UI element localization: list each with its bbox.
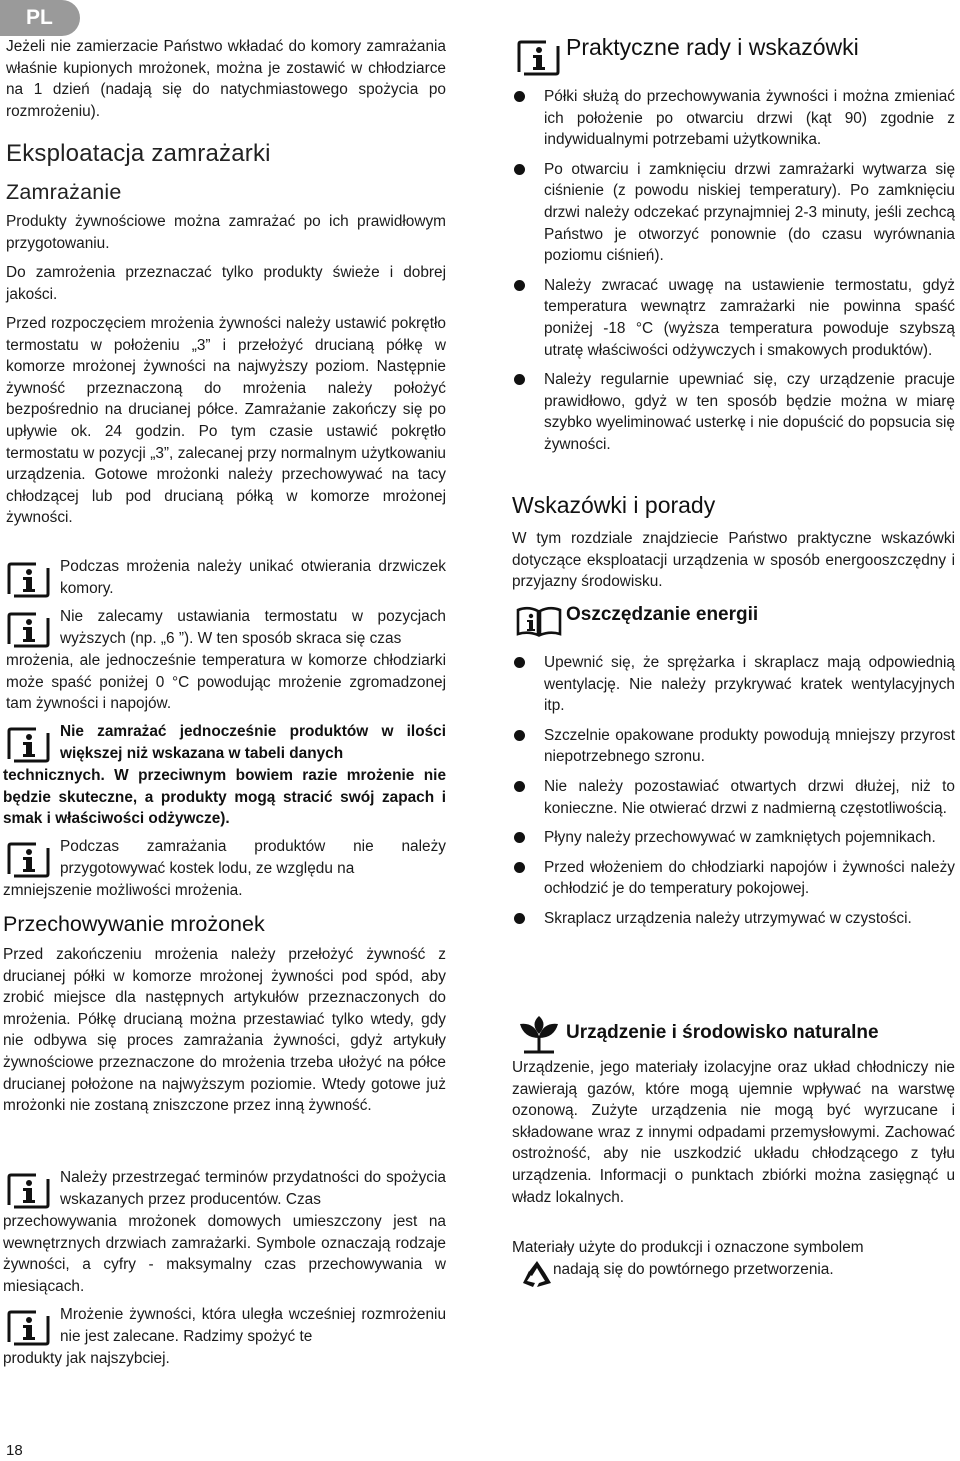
tips-header bbox=[516, 32, 956, 78]
freezing-paragraph-2: Do zamrożenia przeznaczać tylko produkty świeże i dobrej jakości. bbox=[6, 264, 446, 303]
bullet-icon bbox=[514, 91, 525, 102]
tips-title: Praktyczne rady i wskazówki bbox=[566, 34, 859, 60]
note-text-start: Podczas zamrażania produktów nie należy przygotowywać kostek lodu, ze względu na bbox=[60, 838, 446, 877]
environment-paragraph: Urządzenie, jego materiały izolacyjne oraz układ chłodniczy nie zawierają gazów, które mogą ujemnie wpływać na warstwę ozonową. Zużyte urządzenia nie mogą być wyrzucane i składowane wraz z innymi odpadami przemysłowymi. Zachować ostrożność, aby nie uszkodzić układu chłodzącego z tyłu urządzenia. Informacji o punktach zbiórki można zasięgnąć u władz lokalnych. bbox=[512, 1059, 955, 1206]
freezing-paragraph-1: Produkty żywnościowe można zamrażać po ich prawidłowym przygotowaniu. bbox=[6, 213, 446, 252]
hints-paragraph: W tym rozdziale znajdziecie Państwo praktyczne wskazówki dotyczące eksploatacji urządzenia w sposób energooszczędny i przyjazny środowisku. bbox=[512, 530, 955, 591]
freezing-paragraph-3: Przed rozpoczęciem mrożenia żywności należy ustawić pokrętło termostatu w położeniu „3” i przełożyć drucianą półkę w komorze mrożonej żywności na najwyższy poziom. Następnie żywność przeznaczoną do mrożenia należy położyć bezpośrednio na drucianej półce. Zamrażanie zakończy się po upływie ok. 24 godzin. Po tym czasie ustawić pokrętło termostatu w pozycji „3”, zalecanej przy normalnym użytkowaniu urządzenia. Gotowe mrożonki należy przechowywać na tacy chłodzącej lub pod drucianą półką w komorze mrożonej żywności. bbox=[6, 315, 446, 527]
section-title-hints: Wskazówki i porady bbox=[512, 492, 716, 518]
energy-header bbox=[516, 600, 956, 640]
note-text-start: Nie zamrażać jednocześnie produktów w ilości większej niż wskazana w tabeli danych bbox=[60, 723, 446, 762]
plant-icon bbox=[516, 1014, 562, 1054]
note-avoid-opening bbox=[6, 556, 446, 602]
list-item: Szczelnie opakowane produkty powodują mniejszy przyrost niepotrzebnego szronu. bbox=[512, 725, 955, 768]
energy-list bbox=[512, 652, 955, 938]
note-text: Podczas mrożenia należy unikać otwierania drzwiczek komory. bbox=[60, 558, 446, 597]
info-icon bbox=[516, 40, 562, 76]
list-item: Należy regularnie upewniać się, czy urządzenie pracuje prawidłowo, gdyż w ten sposób będzie można w miarę szybko wyeliminować usterkę i nie dopuścić do popsucia się żywności. bbox=[512, 369, 955, 455]
list-item: Po otwarciu i zamknięciu drzwi zamrażarki wytwarza się ciśnienie (z powodu niskiej temperatury). Po zamknięciu drzwi należy odczekać przynajmniej 2-3 minuty, jeśli zechcą Państwo je otworzyć ponownie (do czasu wyrównania poziomu ciśnień). bbox=[512, 159, 955, 267]
note-text-start: Nie zalecamy ustawiania termostatu w pozycjach wyższych (np. „6 ”). W ten sposób skraca się czas bbox=[60, 608, 446, 647]
note-text-continued: zmniejszenie możliwości mrożenia. bbox=[3, 882, 243, 899]
environment-header bbox=[516, 1014, 956, 1054]
list-item: Półki służą do przechowywania żywności i można zmieniać ich położenie po otwarciu drzwi (kąt 90) zgodnie z indywidualnymi potrzebami użytkownika. bbox=[512, 86, 955, 151]
info-icon bbox=[6, 1310, 52, 1346]
page-number: 18 bbox=[6, 1442, 23, 1459]
bullet-icon bbox=[514, 781, 525, 792]
bullet-icon bbox=[514, 280, 525, 291]
note-ice-cubes bbox=[3, 836, 446, 902]
recycling-note bbox=[512, 1237, 955, 1289]
note-text-start: Mrożenie żywności, która uległa wcześniej rozmrożeniu nie jest zalecane. Radzimy spożyć te bbox=[60, 1306, 446, 1345]
recycling-text-continued: nadają się do powtórnego przetworzenia. bbox=[553, 1261, 834, 1278]
note-thermostat-setting bbox=[6, 606, 446, 716]
list-item: Przed włożeniem do chłodziarki napojów i żywności należy ochłodzić je do temperatury pokojowej. bbox=[512, 857, 955, 900]
info-icon bbox=[6, 727, 52, 763]
language-badge: PL bbox=[0, 0, 80, 36]
subsection-title-storage: Przechowywanie mrożonek bbox=[3, 912, 265, 936]
note-text-continued: przechowywania mrożonek domowych umieszczony jest na wewnętrznych drzwiach zamrażarki. Symbole oznaczają rodzaje żywności, a cyfry - maksymalny czas przechowywania w miesiącach. bbox=[3, 1213, 446, 1295]
note-expiry-dates bbox=[3, 1167, 446, 1297]
bullet-icon bbox=[514, 730, 525, 741]
info-icon bbox=[6, 842, 52, 878]
list-item: Należy zwracać uwagę na ustawienie termostatu, gdyż temperatura wewnątrz zamrażarki nie powinna spaść poniżej -18 °C (wyższa temperatura powoduje szybszą utratę właściwości odżywczych i smakowych produktów). bbox=[512, 275, 955, 361]
list-item: Skraplacz urządzenia należy utrzymywać w czystości. bbox=[512, 908, 955, 930]
note-text-start: Należy przestrzegać terminów przydatności do spożycia wskazanych przez producentów. Czas bbox=[60, 1169, 446, 1208]
tips-list bbox=[512, 86, 955, 464]
bullet-icon bbox=[514, 832, 525, 843]
list-item: Upewnić się, że sprężarka i skraplacz mają odpowiednią wentylację. Nie należy przykrywać kratek wentylacyjnych itp. bbox=[512, 652, 955, 717]
info-icon bbox=[6, 612, 52, 648]
recycle-icon bbox=[520, 1259, 554, 1289]
note-max-freezing-capacity bbox=[3, 721, 446, 831]
bullet-icon bbox=[514, 374, 525, 385]
info-icon bbox=[6, 562, 52, 598]
recycling-text-start: Materiały użyte do produkcji i oznaczone symbolem bbox=[512, 1239, 864, 1256]
bullet-icon bbox=[514, 164, 525, 175]
intro-paragraph: Jeżeli nie zamierzacie Państwo wkładać do komory zamrażania właśnie kupionych mrożonek, można je zostawić w chłodziarce na 1 dzień (nadają się do natychmiastowego spożycia po rozmrożeniu). bbox=[6, 38, 446, 120]
energy-title: Oszczędzanie energii bbox=[566, 604, 759, 625]
note-text-continued: mrożenia, ale jednocześnie temperatura w komorze chłodziarki może spaść poniżej 0 °C powodując mrożenie zgromadzonej tam żywności i napojów. bbox=[6, 652, 446, 713]
bullet-icon bbox=[514, 657, 525, 668]
storage-paragraph: Przed zakończeniu mrożenia należy przełożyć żywność z drucianej półki w komorze mrożonej żywności pod spód, aby zrobić miejsce dla następnych artykułów przeznaczonych do mrożenia. Półkę drucianą można przestawiać tylko wtedy, gdy nie odbywa się proces zamrażania żywności, gdyż artykuły żywnościowe przeznaczone do mrożenia trzeba ułożyć na półce drucianej położone na najwyższym poziomie. Wtedy gotowe już mrożonki nie zostaną zniszczone przez inną żywność. bbox=[3, 946, 446, 1115]
environment-title: Urządzenie i środowisko naturalne bbox=[566, 1022, 879, 1043]
note-text-continued: produkty jak najszybciej. bbox=[3, 1350, 170, 1367]
list-item: Nie należy pozostawiać otwartych drzwi dłużej, niż to konieczne. Nie otwierać drzwi z nadmierną częstotliwością. bbox=[512, 776, 955, 819]
subsection-title-freezing: Zamrażanie bbox=[6, 180, 122, 204]
section-title-freezer-use: Eksploatacja zamrażarki bbox=[6, 140, 271, 167]
note-text-continued: technicznych. W przeciwnym bowiem razie mrożenie nie będzie skuteczne, a produkty mogą stracić swój zapach i smak i właściwości odżywcze). bbox=[3, 767, 446, 828]
note-refreezing bbox=[3, 1304, 446, 1370]
book-icon bbox=[516, 604, 562, 638]
list-item: Płyny należy przechowywać w zamkniętych pojemnikach. bbox=[512, 827, 955, 849]
info-icon bbox=[6, 1173, 52, 1209]
bullet-icon bbox=[514, 913, 525, 924]
bullet-icon bbox=[514, 862, 525, 873]
